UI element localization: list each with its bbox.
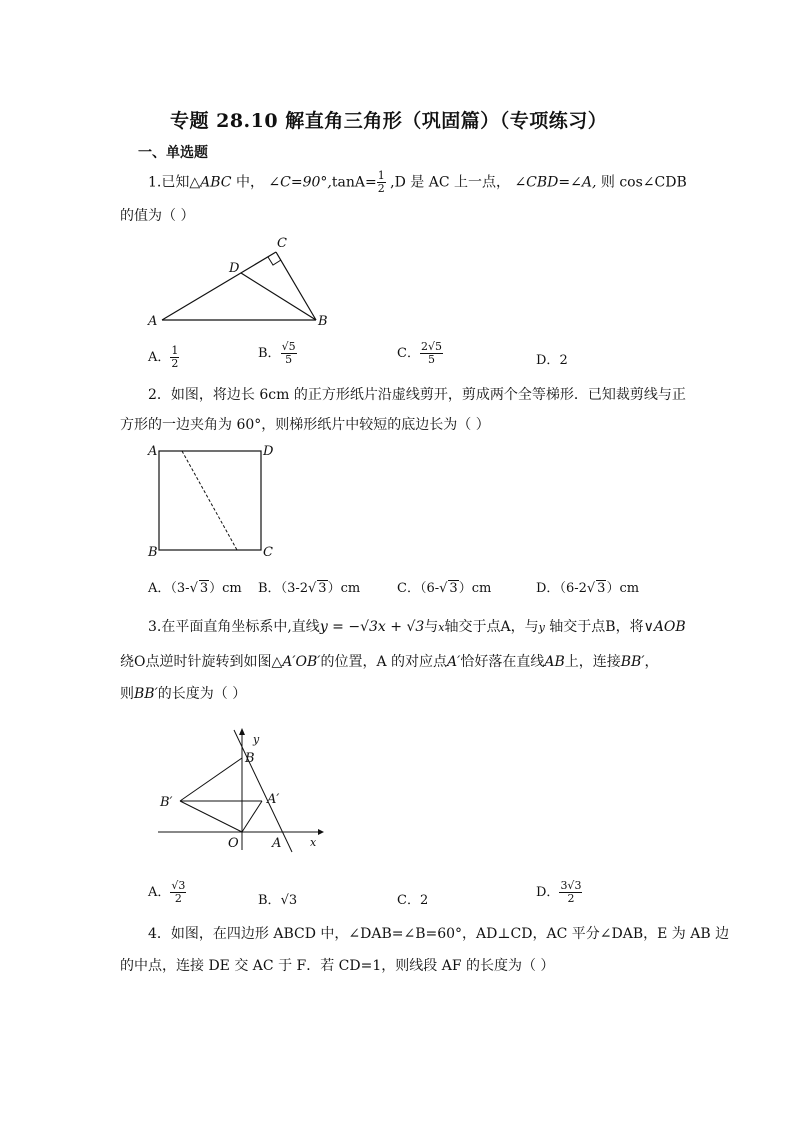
label-B: B [245,751,255,766]
label-A: A [272,836,282,851]
section-heading: 一、单选题 [138,145,208,161]
q2-option-d[interactable]: D．（6-2√ 3）cm [536,581,640,596]
q1-option-b[interactable]: B． $\frac{√5}{5}$ [258,340,296,366]
label-A: A [148,314,158,329]
label-y: y [253,733,260,746]
segment-oap [242,801,262,832]
figure-q2-square [144,440,294,562]
segment-bpo [180,801,242,832]
question-4-line-1: 4．如图，在四边形 ABCD 中，∠DAB=∠B=60°，AD⊥CD，AC 平分∠DAB，E 为 AB 边 [148,926,730,942]
q1-option-c[interactable]: C． $\frac{2√5}{5}$ [397,340,442,366]
q3-option-a[interactable]: A． $\frac{√3}{2}$ [148,879,186,905]
label-C: C [277,236,287,251]
label-O: O [228,836,239,851]
question-2-line-2: 方形的一边夹角为 60°，则梯形纸片中较短的底边长为（ ） [120,417,490,433]
x-axis-arrow [318,829,324,835]
y-axis-arrow [239,728,245,735]
label-Aprime: A′ [267,792,280,807]
question-4-line-2: 的中点，连接 DE 交 AC 于 F．若 CD=1，则线段 AF 的长度为（ ） [120,958,555,974]
label-D: D [263,444,274,459]
segment-bpb [180,758,242,801]
q2-option-a[interactable]: A．（3-√ 3）cm [148,581,242,596]
tan-fraction: $\frac{1}{2}$ [377,169,385,195]
question-1-line-1: 1.已知△ABC 中， ∠C=90°,tanA= $\frac{1}{2}$ ,D 是 AC 上一点， ∠CBD=∠A, 则 cos∠CDB [148,169,687,195]
label-Bprime: B′ [160,795,173,810]
q1-option-d[interactable]: D．2 [536,353,568,368]
figure-q1-triangle [140,232,350,332]
figure-q3-coordinate [150,725,330,855]
q2-option-c[interactable]: C．（6-√ 3）cm [397,581,492,596]
segment-db [241,273,316,320]
line-ab [234,730,292,852]
label-A: A [148,444,158,459]
label-B: B [148,545,158,560]
label-x: x [310,836,317,849]
label-B: B [318,314,328,329]
question-3-line-3: 则BB′的长度为（ ） [120,686,247,702]
q1-option-a[interactable]: A． $\frac{1}{2}$ [148,344,179,370]
segment-ac [162,252,276,320]
question-3-line-1: 3.在平面直角坐标系中,直线y = −√3x + √3与x轴交于点A，与y 轴交于点B，将∨AOB [148,619,686,635]
q2-option-b[interactable]: B．（3-2√ 3）cm [258,581,361,596]
q3-option-c[interactable]: C．2 [397,893,429,908]
page-title: 专题 28.10 解直角三角形（巩固篇）（专项练习） [170,110,608,132]
label-D: D [229,261,240,276]
segment-cb [276,252,316,320]
question-2-line-1: 2．如图，将边长 6cm 的正方形纸片沿虚线剪开，剪成两个全等梯形．已知裁剪线与正 [148,387,686,403]
question-1-line-2: 的值为（ ） [120,208,195,224]
q3-option-d[interactable]: D． $\frac{3√3}{2}$ [536,879,582,905]
question-3-line-2: 绕O点逆时针旋转到如图△A′OB′的位置，A 的对应点A′恰好落在直线AB上，连接BB′， [120,654,659,670]
label-C: C [263,545,273,560]
q3-option-b[interactable]: B．√3 [258,893,298,908]
dashed-cut-line [182,451,237,550]
